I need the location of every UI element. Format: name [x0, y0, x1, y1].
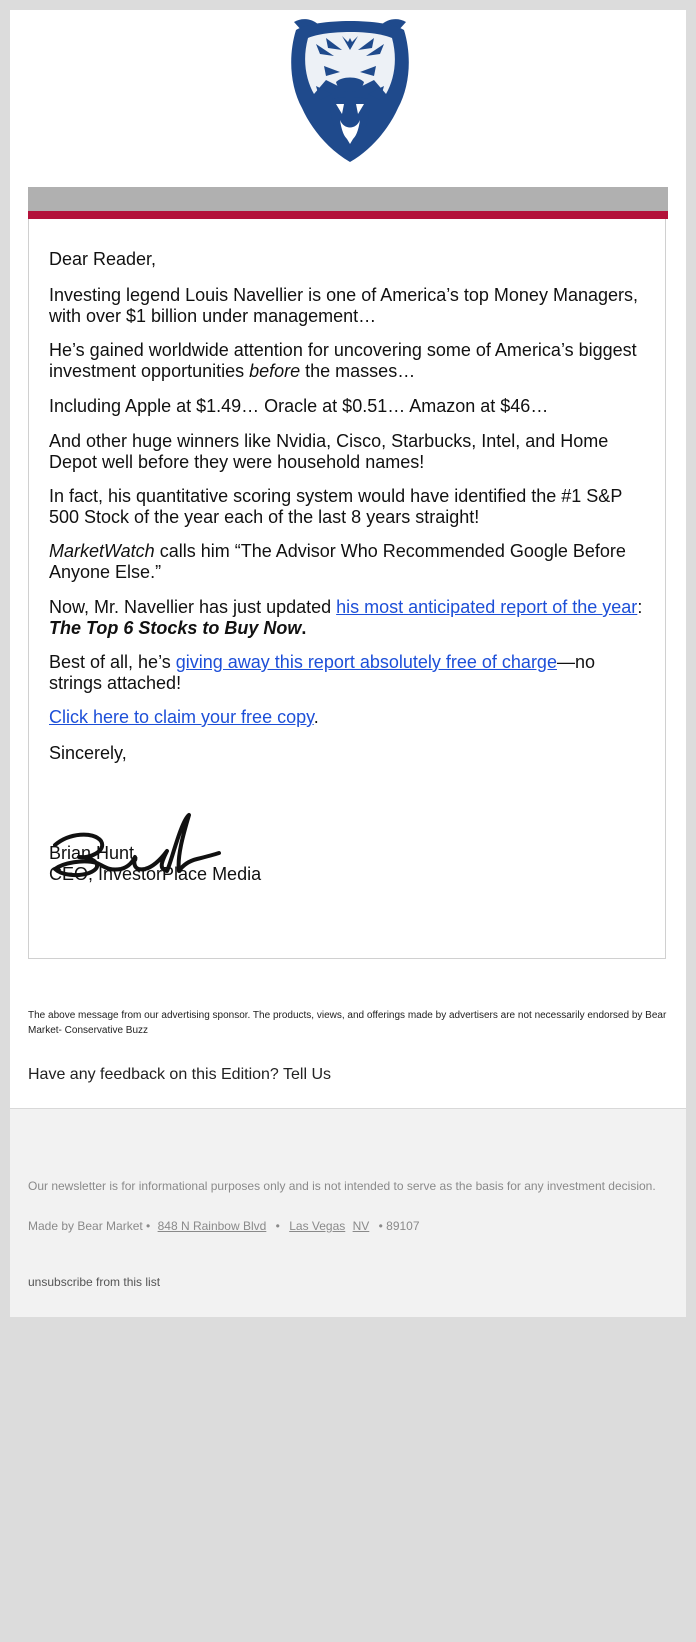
paragraph-8-text: Best of all, he’s — [49, 652, 176, 672]
report-link[interactable]: his most anticipated report of the year — [336, 597, 638, 617]
paragraph-1: Investing legend Louis Navellier is one of America’s top Money Managers, with over $1 billion under management… — [49, 285, 638, 326]
header-band-red — [28, 211, 668, 219]
paragraph-9-period: . — [313, 707, 319, 727]
paragraph-9 — [49, 707, 645, 728]
signer-title: CEO, InvestorPlace Media — [49, 864, 262, 884]
unsubscribe-link[interactable]: unsubscribe from this list — [28, 1275, 161, 1289]
address-street[interactable]: 848 N Rainbow Blvd — [157, 1219, 267, 1233]
paragraph-3: Including Apple at $1.49… Oracle at $0.51… Amazon at $46… — [49, 396, 549, 416]
free-report-link[interactable]: giving away this report absolutely free of charge — [175, 652, 557, 672]
paragraph-7 — [49, 597, 645, 639]
paragraph-5: In fact, his quantitative scoring system would have identified the #1 S&P 500 Stock of the year each of the last 8 years straight! — [49, 486, 622, 527]
footer-note: Our newsletter is for informational purposes only and is not intended to serve as the basis for any investment decision. — [28, 1179, 656, 1193]
paragraph-2 — [49, 340, 645, 382]
email-page — [10, 10, 686, 1316]
footer — [10, 1108, 686, 1317]
greeting: Dear Reader, — [49, 249, 157, 269]
paragraph-2-emphasis: before — [249, 361, 301, 381]
feedback-text[interactable]: Have any feedback on this Edition? Tell Us — [28, 1066, 331, 1083]
paragraph-2-text: He’s gained worldwide attention for uncovering some of America’s biggest investment opportunities — [49, 340, 637, 381]
report-title: The Top 6 Stocks to Buy Now — [49, 618, 302, 638]
address-bullet: • — [275, 1219, 280, 1233]
report-title-period: . — [301, 618, 307, 638]
address-state[interactable]: NV — [352, 1219, 370, 1233]
paragraph-7-colon: : — [637, 597, 643, 617]
signer-name: Brian Hunt, — [49, 843, 140, 863]
closing: Sincerely, — [49, 743, 127, 763]
bear-head-icon — [286, 16, 414, 164]
paragraph-2-end: the masses… — [300, 361, 416, 381]
marketwatch-emphasis: MarketWatch — [49, 541, 155, 561]
made-by: Made by Bear Market • — [28, 1219, 151, 1233]
footer-address — [28, 1219, 420, 1233]
header-band-grey — [28, 187, 668, 211]
address-city[interactable]: Las Vegas — [289, 1219, 346, 1233]
paragraph-6-text: calls him “The Advisor Who Recommended Google Before Anyone Else.” — [49, 541, 626, 582]
paragraph-7-text: Now, Mr. Navellier has just updated — [49, 597, 337, 617]
paragraph-8 — [49, 652, 645, 694]
feedback-row[interactable] — [28, 1066, 331, 1084]
claim-copy-link[interactable]: Click here to claim your free copy — [49, 707, 314, 727]
paragraph-6 — [49, 541, 645, 583]
paragraph-8-end: —no strings attached! — [49, 652, 595, 693]
letter-card — [28, 219, 666, 959]
paragraph-4: And other huge winners like Nvidia, Cisco, Starbucks, Intel, and Home Depot well before they were household names! — [49, 431, 609, 472]
address-zip: • 89107 — [378, 1219, 420, 1233]
sponsor-disclaimer: The above message from our advertising sponsor. The products, views, and offerings made by advertisers are not necessarily endorsed by Bear Market- Conservative Buzz — [28, 1010, 667, 1036]
